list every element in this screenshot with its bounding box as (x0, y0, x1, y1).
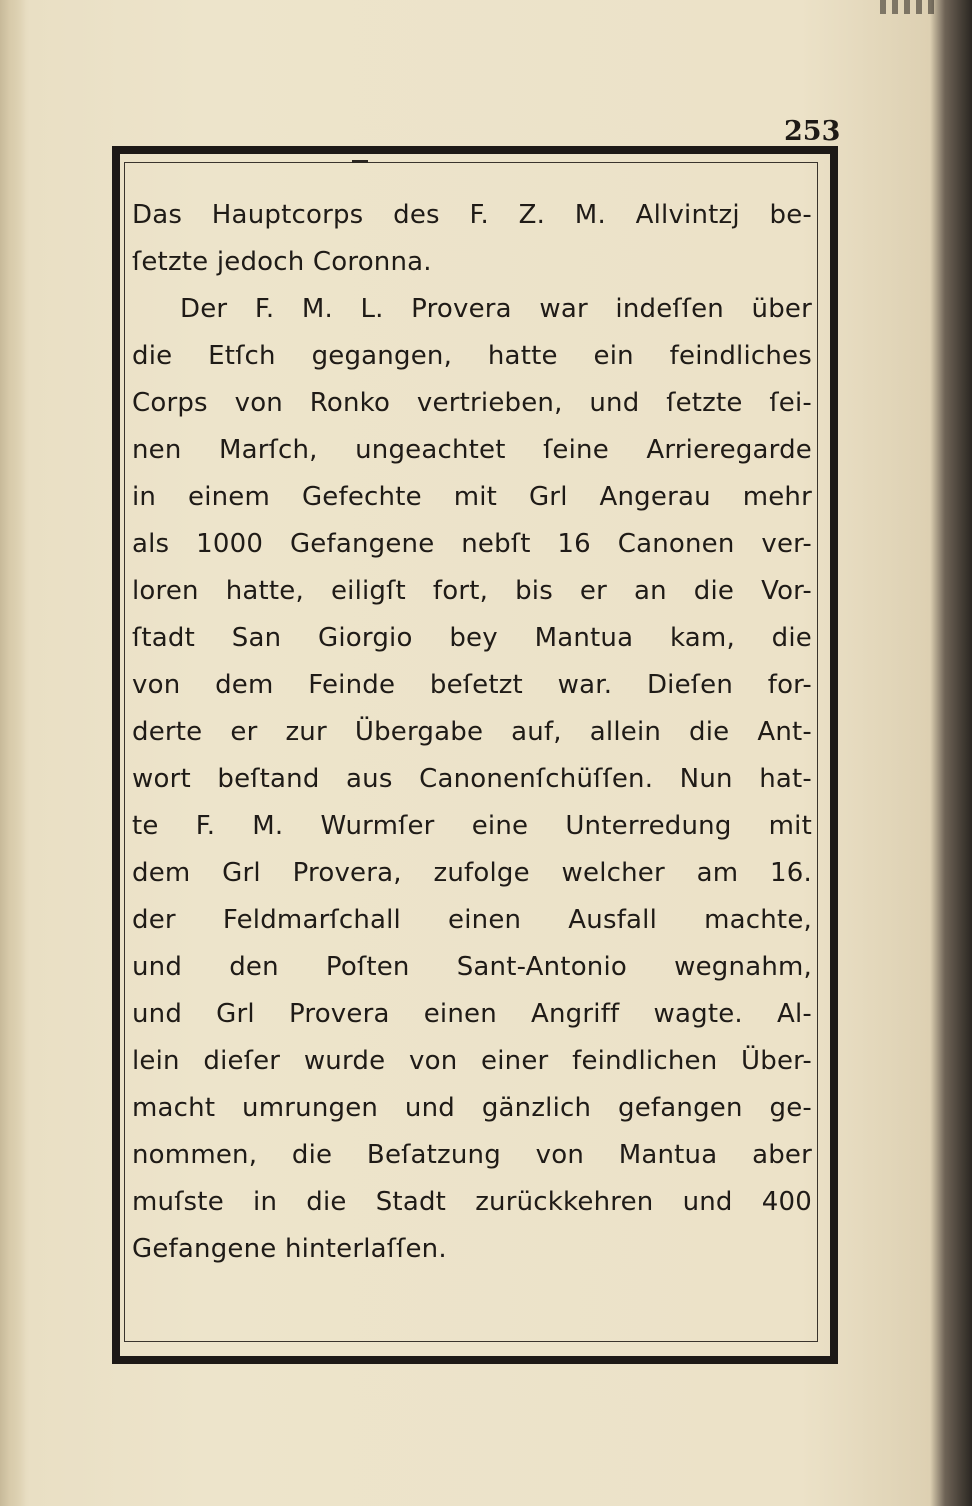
page-binding-edge (0, 0, 26, 1506)
text-line: Gefangene hinterlaſſen. (132, 1234, 447, 1264)
text-line: Corps von Ronko vertrieben, und ſetzte ſei- (132, 388, 812, 418)
text-line: und den Poſten Sant-Antonio wegnahm, (132, 952, 812, 982)
text-line: loren hatte, eiligſt fort, bis er an die Vor- (132, 576, 812, 606)
page-number: 253 (784, 116, 841, 147)
text-line: dem Grl Provera, zufolge welcher am 16. (132, 858, 812, 888)
text-line: Das Hauptcorps des F. Z. M. Allvintzj be- (132, 200, 812, 230)
text-line: te F. M. Wurmſer eine Unterredung mit (132, 811, 812, 841)
text-line: die Etſch gegangen, hatte ein feindliches (132, 341, 812, 371)
text-line: ſetzte jedoch Coronna. (132, 247, 432, 277)
text-line: derte er zur Übergabe auf, allein die Ant- (132, 717, 812, 747)
text-line: macht umrungen und gänzlich gefangen ge- (132, 1093, 812, 1123)
text-line: und Grl Provera einen Angriff wagte. Al- (132, 999, 812, 1029)
text-line: ſtadt San Giorgio bey Mantua kam, die (132, 623, 812, 653)
text-line: Der F. M. L. Provera war indeſſen über (180, 294, 812, 324)
text-line: nommen, die Beſatzung von Mantua aber (132, 1140, 812, 1170)
text-line: muſste in die Stadt zurückkehren und 400 (132, 1187, 812, 1217)
text-line: nen Marſch, ungeachtet ſeine Arrieregarde (132, 435, 812, 465)
frame-ornament-tick (352, 160, 368, 163)
body-text (132, 192, 812, 1273)
text-line: in einem Gefechte mit Grl Angerau mehr (132, 482, 812, 512)
scan-edge-marks (880, 0, 940, 14)
text-line: von dem Feinde beſetzt war. Dieſen for- (132, 670, 812, 700)
text-line: wort beſtand aus Canonenſchüſſen. Nun hat- (132, 764, 812, 794)
text-line: der Feldmarſchall einen Ausfall machte, (132, 905, 812, 935)
text-line: als 1000 Gefangene nebſt 16 Canonen ver- (132, 529, 812, 559)
text-line: lein dieſer wurde von einer feindlichen Über- (132, 1046, 812, 1076)
